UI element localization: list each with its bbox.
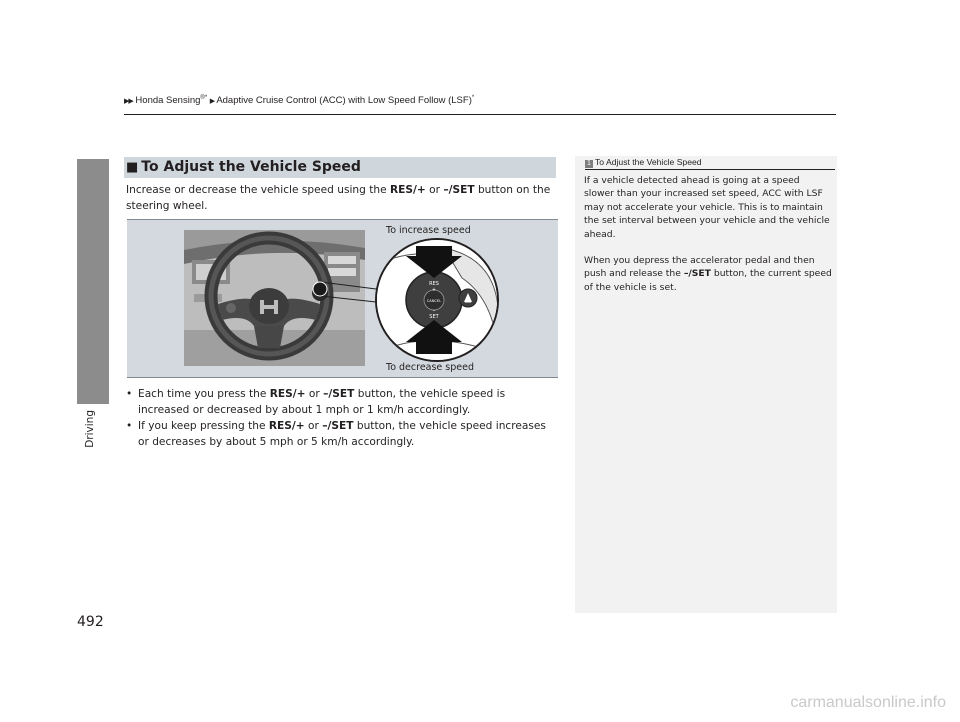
bullet-text: Each time you press the — [138, 388, 270, 400]
watermark: carmanualsonline.info — [790, 694, 946, 711]
bullet-text: or — [304, 420, 323, 432]
intro-paragraph — [126, 182, 554, 214]
chapter-tab — [77, 159, 109, 404]
bullet-dot-icon: • — [126, 420, 133, 432]
note-text: When you depress the accelerator pedal and then push and release the — [584, 255, 815, 280]
set-button-ref: –/SET — [683, 268, 711, 280]
note-rule — [585, 169, 835, 170]
plus-label: + — [431, 287, 437, 293]
increase-speed-label: To increase speed — [386, 225, 471, 236]
bullet-text: or — [305, 388, 324, 400]
breadcrumb-item-honda-sensing[interactable]: Honda Sensing — [135, 95, 201, 107]
asterisk-mark: * — [471, 95, 475, 101]
bullet-dot-icon: • — [126, 388, 133, 400]
set-button-ref: –/SET — [323, 388, 355, 400]
set-button-ref: –/SET — [322, 420, 354, 432]
res-button-ref: RES/+ — [389, 184, 426, 196]
set-button-label: SET — [429, 314, 439, 320]
minus-label: – — [432, 308, 436, 314]
breadcrumb-arrow-icon: ▶▶ — [124, 98, 133, 106]
bullet-text: button, the vehicle speed is increased or decreased by about 1 mph or 1 km/h accordingly. — [138, 388, 506, 416]
section-title — [126, 157, 361, 178]
header-rule — [124, 114, 836, 115]
chapter-label: Driving — [84, 410, 96, 448]
list-item — [126, 386, 556, 418]
figure-rule-bottom — [127, 377, 558, 378]
cruise-switch-icon — [374, 238, 500, 362]
registered-mark: ® — [200, 95, 205, 101]
intro-text: or — [425, 184, 444, 196]
control-zoom-circle — [374, 238, 500, 362]
asterisk-mark: * — [204, 95, 208, 101]
note-body — [584, 174, 832, 307]
section-title-text: To Adjust the Vehicle Speed — [141, 159, 361, 175]
steering-wheel-icon — [184, 230, 365, 366]
steering-wheel-illustration — [184, 230, 365, 366]
intro-text: Increase or decrease the vehicle speed using the — [126, 184, 390, 196]
decrease-speed-label: To decrease speed — [386, 362, 474, 373]
bullet-text: If you keep pressing the — [138, 420, 269, 432]
note-text: button, the current speed of the vehicle is set. — [584, 268, 832, 293]
section-marker-icon: ■ — [126, 160, 139, 175]
breadcrumb-arrow-icon: ▶ — [209, 98, 215, 106]
breadcrumb-item-acc[interactable]: Adaptive Cruise Control (ACC) with Low Speed Follow (LSF) — [216, 95, 472, 107]
list-item — [126, 418, 556, 450]
set-button-ref: –/SET — [443, 184, 475, 196]
res-button-label: RES — [429, 281, 439, 287]
res-button-ref: RES/+ — [268, 420, 305, 432]
breadcrumb — [124, 95, 474, 106]
note-title-text: To Adjust the Vehicle Speed — [595, 157, 702, 167]
note-paragraph — [584, 254, 832, 294]
page-number: 492 — [77, 614, 104, 630]
note-paragraph: If a vehicle detected ahead is going at a speed slower than your increased set speed, ACC with LSF may not accelerate your vehicle. This is to maintain the set interval between your vehicle and the vehicle ahead. — [584, 175, 830, 240]
bullet-text: button, the vehicle speed increases or decreases by about 5 mph or 5 km/h accordingly. — [138, 420, 546, 448]
cancel-button-label: CANCEL — [426, 299, 442, 303]
note-title — [585, 157, 702, 168]
bullet-list — [126, 386, 556, 450]
note-index-icon: 1 — [585, 160, 593, 168]
intro-text: button on the steering wheel. — [126, 184, 551, 212]
figure-rule-top — [127, 219, 558, 220]
res-button-ref: RES/+ — [269, 388, 306, 400]
